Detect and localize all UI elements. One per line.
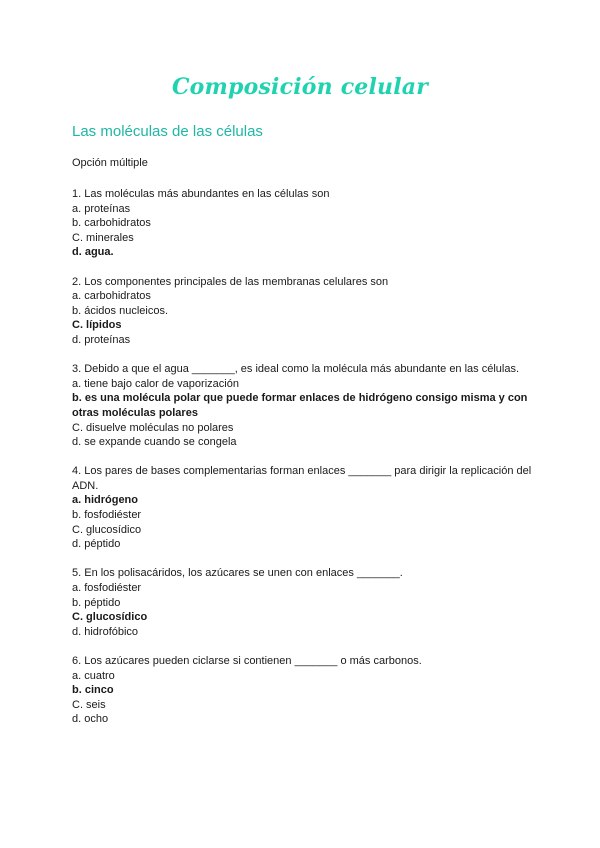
question-5 <box>72 566 534 639</box>
answer-option: a. tiene bajo calor de vaporización <box>72 377 239 390</box>
question-3 <box>72 362 534 450</box>
question-1 <box>72 187 534 260</box>
answer-option: b. cinco <box>72 684 114 697</box>
answer-option: C. minerales <box>72 231 134 244</box>
answer-option: d. péptido <box>72 538 121 551</box>
question-text: 2. Los componentes principales de las membranas celulares son <box>72 275 389 288</box>
question-4 <box>72 464 534 552</box>
answer-option: d. ocho <box>72 713 109 726</box>
question-text: 3. Debido a que el agua _______, es ideal como la molécula más abundante en las células. <box>72 363 520 376</box>
answer-option: d. agua. <box>72 246 114 259</box>
question-text: 4. Los pares de bases complementarias forman enlaces _______ para dirigir la replicación del ADN. <box>72 465 532 492</box>
question-text: 6. Los azúcares pueden ciclarse si contienen _______ o más carbonos. <box>72 655 422 667</box>
page-title: Composición celular <box>171 74 429 100</box>
section-heading: Las moléculas de las células <box>72 123 263 140</box>
answer-option: d. proteínas <box>72 333 131 346</box>
question-text: 1. Las moléculas más abundantes en las células son <box>72 188 330 200</box>
answer-option: b. es una molécula polar que puede formar enlaces de hidrógeno consigo misma y con otras moléculas polares <box>72 392 528 419</box>
answer-option: C. lípidos <box>72 319 122 332</box>
answer-option: a. proteínas <box>72 202 131 215</box>
question-type-label: Opción múltiple <box>72 157 148 169</box>
answer-option: C. seis <box>72 698 106 711</box>
answer-option: b. fosfodiéster <box>72 509 142 522</box>
answer-option: d. se expande cuando se congela <box>72 436 237 449</box>
question-list <box>72 187 534 742</box>
question-2 <box>72 275 534 348</box>
answer-option: C. glucosídico <box>72 611 148 624</box>
answer-option: b. péptido <box>72 596 121 609</box>
answer-option: b. carbohidratos <box>72 217 151 230</box>
answer-option: d. hidrofóbico <box>72 625 139 638</box>
answer-option: C. glucosídico <box>72 523 142 536</box>
answer-option: C. disuelve moléculas no polares <box>72 421 234 434</box>
answer-option: a. fosfodiéster <box>72 582 142 595</box>
answer-option: a. cuatro <box>72 669 115 682</box>
answer-option: b. ácidos nucleicos. <box>72 304 168 317</box>
question-6 <box>72 654 534 727</box>
answer-option: a. hidrógeno <box>72 494 138 507</box>
answer-option: a. carbohidratos <box>72 290 151 303</box>
question-text: 5. En los polisacáridos, los azúcares se unen con enlaces _______. <box>72 567 403 580</box>
